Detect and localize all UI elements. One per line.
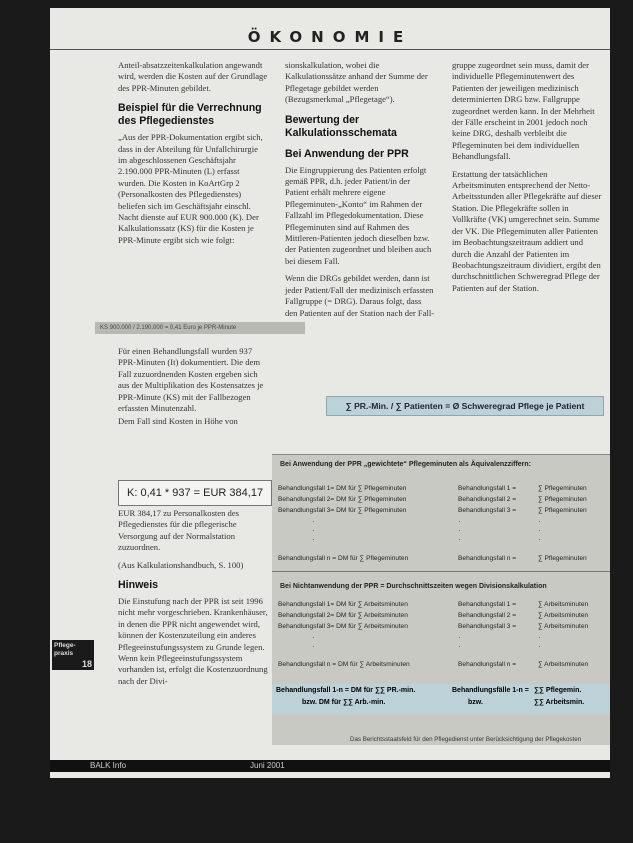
col2-use2: Wenn die DRGs gebildet werden, dann ist jeder Patient/Fall der medizinisch erfassten Fallgruppe (= DRG). Daraus folgt, dass den Patienten auf der Station nach der Fall-	[285, 273, 435, 318]
col1-case: Für einen Behandlungsfall wurden 937 PPR-Minuten (It) dokumentiert. Die dem Fall zuzuordnenden Kosten ergeben sich aus der Multiplikation des Kostensatzes je PPR-Minute (KS) mit der Fallbezogen erfassten Minutenzahl.	[118, 346, 264, 414]
scheme-row-n	[278, 661, 589, 668]
row-left: Behandlungsfall 3= DM für ∑ Pflegeminuten	[278, 507, 407, 514]
total-right-2: bzw.	[468, 699, 483, 706]
row-mid: Behandlungsfall 3 =	[458, 507, 517, 514]
section-tab	[52, 640, 94, 670]
formula-severity: ∑ PR.-Min. / ∑ Patienten = Ø Schweregrad Pflege je Patient	[326, 396, 604, 416]
col3-p2: Erstattung der tatsächlichen Arbeitsminuten entsprechend der Netto-Arbeitsstunden aller Pflegekräfte auf dieser Station. Die Pflegekräfte sollen in Vollkräfte (VK) umgerechnet sein. Summe der VK. Die Pflegeminuten aller Patienten im Beobachtungszeitraum addiert und durch die Anzahl der Patienten im Beobachtungszeitraum dividiert, ergibt den durchschnittlichen Schweregrad Pflege der Patienten auf der Station.	[452, 168, 602, 293]
ellipsis: · · ·	[458, 517, 461, 544]
row-left: Behandlungsfall 2= DM für ∑ Pflegeminuten	[278, 496, 407, 503]
scheme-title-ppr: Bei Anwendung der PPR „gewichtete“ Pflegeminuten als Äquivalenzziffern:	[280, 461, 531, 468]
ellipsis: · ·	[458, 633, 461, 651]
row-right: ∑ Arbeitsminuten	[538, 612, 589, 619]
col2-use: Die Eingruppierung des Patienten erfolgt gemäß PPR, d.h. jeder Patient/in der Patient erhält mehrere eigene Pflegeminuten-„Konto“ im Rahmen der Fallzahl im Pflegedokumentation. Diese Pflegeminuten sind auf Rahmen des Mittleren-Patienten jedoch dieselben bzw. der Patienten zugeordnet und bleiben auch bei diesem Fall.	[285, 164, 432, 266]
row-mid: Behandlungsfall 1 =	[458, 485, 517, 492]
heading-example: Beispiel für die Verrechnung des Pflegedienstes	[118, 102, 262, 128]
ellipsis: · ·	[538, 633, 541, 651]
row-right: ∑ Pflegeminuten	[538, 555, 587, 562]
column-1	[118, 60, 268, 252]
row-mid: Behandlungsfall 2 =	[458, 496, 517, 503]
row-left: Behandlungsfall n = DM für ∑ Arbeitsminuten	[278, 661, 410, 668]
scheme-row	[278, 612, 589, 619]
calc-box: K: 0,41 * 937 = EUR 384,17	[118, 480, 272, 506]
tab-line-1: Pflege-	[54, 642, 76, 649]
row-left: Behandlungsfall 3= DM für ∑ Arbeitsminuten	[278, 623, 408, 630]
scheme-row	[278, 601, 589, 608]
col3-p1: gruppe zugeordnet sein muss, damit der individuelle Pflegeminutenwert des Patienten der jeweiligen medizinisch determinierten DRG bzw. Fallgruppe zugeordnet werden kann. In der Mehrheit der Fälle erscheint in 2001 jedoch noch keine DRG, deshalb verbleibt die Pflegeminuten bei dem individuellen Behandlungsfall.	[452, 60, 595, 162]
row-mid: Behandlungsfall 1 =	[458, 601, 517, 608]
total-formula	[272, 684, 610, 714]
divider	[272, 571, 610, 572]
scheme-title-division: Bei Nichtanwendung der PPR = Durchschnittszeiten wegen Divisionskalkulation	[280, 583, 547, 590]
ellipsis: · · ·	[312, 517, 315, 544]
col1-result: EUR 384,17 zu Personalkosten des Pflegedienstes für die pflegerische Versorgung auf der Normalstation zuzuordnen.	[118, 508, 240, 553]
section-header: ÖKONOMIE	[247, 28, 413, 46]
scheme-row	[278, 496, 587, 503]
row-mid: Behandlungsfall n =	[458, 555, 517, 562]
row-right: ∑ Arbeitsminuten	[538, 601, 589, 608]
total-sum-1: ∑∑ Pflegemin.	[534, 687, 582, 694]
heading-use: Bei Anwendung der PPR	[285, 147, 409, 160]
row-right: ∑ Pflegeminuten	[538, 496, 587, 503]
row-mid: Behandlungsfall 2 =	[458, 612, 517, 619]
total-sum-2: ∑∑ Arbeitsmin.	[534, 699, 585, 706]
scheme-row	[278, 485, 587, 492]
row-mid: Behandlungsfall 3 =	[458, 623, 517, 630]
formula-bar: KS 900.000 / 2.190.000 = 0,41 Euro je PPR-Minute	[95, 322, 305, 334]
scheme-row	[278, 623, 589, 630]
ellipsis: · ·	[312, 633, 315, 651]
row-right: ∑ Arbeitsminuten	[538, 623, 589, 630]
row-left: Behandlungsfall 2= DM für ∑ Arbeitsminuten	[278, 612, 408, 619]
row-right: ∑ Pflegeminuten	[538, 485, 587, 492]
total-left-1: Behandlungsfall 1-n = DM für ∑∑ PR.-min.	[276, 687, 416, 694]
column-1b	[118, 346, 268, 434]
footer-date: Juni 2001	[250, 761, 285, 770]
col1-source: (Aus Kalkulationshandbuch, S. 100)	[118, 559, 244, 570]
row-left: Behandlungsfall n = DM für ∑ Pflegeminuten	[278, 555, 409, 562]
col1-hint: Die Einstufung nach der PPR ist seit 1996 nicht mehr vorgeschrieben. Krankenhäuser, in denen die PPR nicht angewendet wird, können der Kostenzuteilung ein anderes Pflegeeinstufungssystem zu Grunde legen. Wenn kein Pflegeeinstufungssystem vorhanden ist, erfolgt die Kostenzuordnung nach der Divi-	[118, 596, 268, 686]
col2-intro: sionskalkulation, wobei die Kalkulationssätze anhand der Summe der Pflegetage gebildet werden (Bezugsmerkmal „Pflegetage“).	[285, 60, 428, 105]
header-rule	[50, 49, 610, 50]
heading-hint: Hinweis	[118, 579, 159, 592]
column-3	[452, 60, 602, 300]
tab-line-2: praxis	[54, 650, 74, 657]
column-1c	[118, 508, 268, 693]
ellipsis: · · ·	[538, 517, 541, 544]
row-mid: Behandlungsfall n =	[458, 661, 517, 668]
heading-eval: Bewertung der Kalkulationsschemata	[285, 113, 397, 139]
col1-example: „Aus der PPR-Dokumentation ergibt sich, dass in der Abteilung für Unfallchirurgie im abgeschlossenen Geschäftsjahr 2.190.000 PPR-Minuten (L) erfasst wurden. Die Kosten in KoArtGrp 2 (Personalkosten des Pflegedienstes) beliefen sich im Geschäftsjahr einschl. Nacht dienste auf EUR 900.000 (K). Der Kalkulationssatz (KS) für die Kosten je PPR-Minute ergibt sich wie folgt:	[118, 132, 263, 245]
row-right: ∑ Pflegeminuten	[538, 507, 587, 514]
page-number: 18	[81, 659, 92, 669]
figure-caption: Das Berichtsstaatsfeld für den Pflegedienst unter Berücksichtigung der Pflegekosten	[350, 736, 582, 743]
scheme-row-n	[278, 555, 587, 562]
scheme-row	[278, 507, 587, 514]
total-left-2: bzw. DM für ∑∑ Arb.-min.	[302, 699, 386, 706]
total-right-1: Behandlungsfälle 1-n =	[452, 687, 529, 694]
column-2	[285, 60, 435, 325]
magazine-page	[50, 8, 610, 778]
footer-publication: BALK Info	[90, 761, 127, 770]
col1-case2: Dem Fall sind Kosten in Höhe von	[118, 416, 238, 427]
row-right: ∑ Arbeitsminuten	[538, 661, 589, 668]
col1-intro: Anteil-absatzzeitenkalkulation angewandt wird, werden die Kosten auf der Grundlage des PPR-Minuten gebildet.	[118, 60, 268, 93]
row-left: Behandlungsfall 1= DM für ∑ Pflegeminuten	[278, 485, 407, 492]
row-left: Behandlungsfall 1= DM für ∑ Arbeitsminuten	[278, 601, 408, 608]
page-footer	[50, 760, 610, 772]
